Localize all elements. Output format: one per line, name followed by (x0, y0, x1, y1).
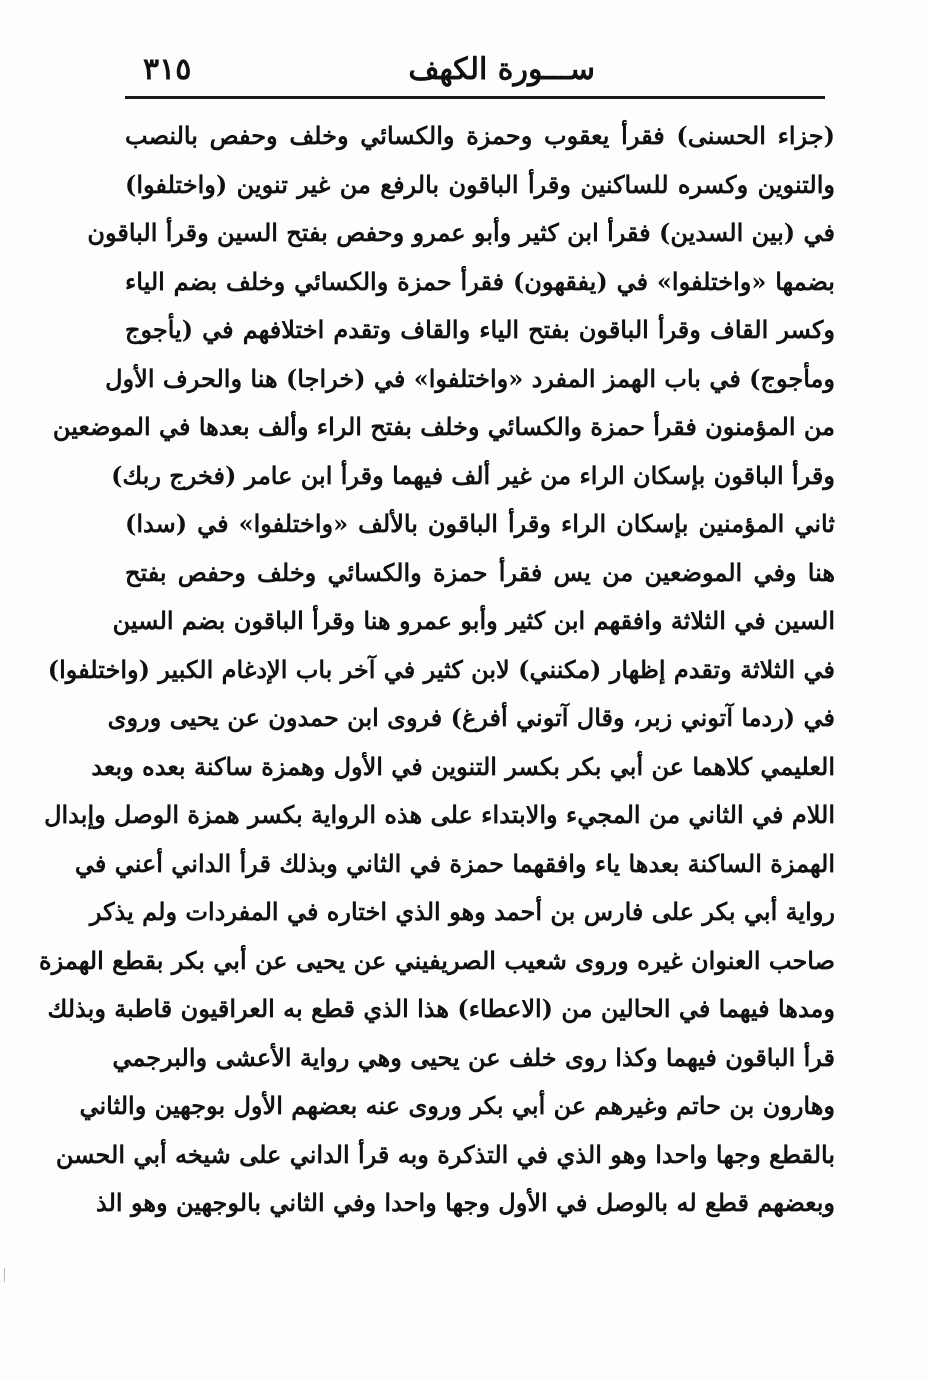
text-line: بضمها «واختلفوا» في (يفقهون) فقرأ حمزة والكسائي وخلف بضم الياء (125, 266, 835, 296)
page-body (39, 112, 835, 1228)
text-line: في (بين السدين) فقرأ ابن كثير وأبو عمرو وحفص بفتح السين وقرأ الباقون (87, 218, 835, 247)
header-divider (125, 96, 825, 99)
page-number: ٣١٥ (143, 52, 192, 87)
text-line: والتنوين وكسره للساكنين وقرأ الباقون بالرفع من غير تنوين (واختلفوا) (125, 169, 835, 199)
text-line: (جزاء الحسنى) فقرأ يعقوب وحمزة والكسائي وخلف وحفص بالنصب (125, 121, 835, 150)
text-line: العليمي كلاهما عن أبي بكر بكسر التنوين في الأول وهمزة ساكنة بعده وبعد (91, 751, 835, 781)
text-line: السين في الثلاثة وافقهم ابن كثير وأبو عمرو هنا وقرأ الباقون بضم السين (112, 606, 835, 635)
text-line: وهارون بن حاتم وغيرهم عن أبي بكر وروى عنه بعضهم الأول بوجهين والثاني (79, 1091, 835, 1120)
text-line: في الثلاثة وتقدم إظهار (مكنني) لابن كثير في آخر باب الإدغام الكبير (واختلفوا) (47, 654, 835, 684)
scan-margin-mark (4, 1268, 11, 1282)
text-line: هنا وفي الموضعين من يس فقرأ حمزة والكسائي وخلف وحفص بفتح (125, 557, 835, 587)
page-header (125, 52, 825, 96)
text-line: وكسر القاف وقرأ الباقون بفتح الياء والقاف وتقدم اختلافهم في (يأجوج (125, 315, 835, 344)
text-line: اللام في الثاني من المجيء والابتداء على هذه الرواية بكسر همزة الوصل وإبدال (44, 800, 835, 829)
text-line: بالقطع وجها واحدا وهو الذي في التذكرة وبه قرأ الداني على شيخه أبي الحسن (55, 1139, 835, 1169)
text-line: رواية أبي بكر على فارس بن أحمد وهو الذي اختاره في المفردات ولم يذكر (89, 897, 835, 926)
text-line: من المؤمنون فقرأ حمزة والكسائي وخلف بفتح الراء وألف بعدها في الموضعين (52, 412, 835, 441)
text-line: ثاني المؤمنين بإسكان الراء وقرأ الباقون بالألف «واختلفوا» في (سدا) (125, 509, 835, 538)
text-line: الهمزة الساكنة بعدها ياء وافقهما حمزة في الثاني وبذلك قرأ الداني أعني في (74, 848, 835, 878)
text-line: ومأجوج) في باب الهمز المفرد «واختلفوا» في (خراجا) هنا والحرف الأول (105, 363, 835, 393)
text-line: في (ردما آتوني زبر، وقال آتوني أفرغ) فروى ابن حمدون عن يحيى وروى (107, 703, 835, 732)
text-line: ومدها فيهما في الحالين من (الاعطاء) هذا الذي قطع به العراقيون قاطبة وبذلك (47, 994, 835, 1023)
text-line: قرأ الباقون فيهما وكذا روى خلف عن يحيى وهي رواية الأعشى والبرجمي (112, 1042, 835, 1072)
surah-title: ســـورة الكهف (408, 52, 595, 87)
text-line: وقرأ الباقون بإسكان الراء من غير ألف فيهما وقرأ ابن عامر (فخرج ربك) (111, 460, 835, 490)
text-line: صاحب العنوان غيره وروى شعيب الصريفيني عن يحيى عن أبي بكر بقطع الهمزة (39, 945, 835, 975)
text-line: وبعضهم قطع له بالوصل في الأول وجها واحدا وفي الثاني بالوجهين وهو الذ (96, 1188, 835, 1217)
